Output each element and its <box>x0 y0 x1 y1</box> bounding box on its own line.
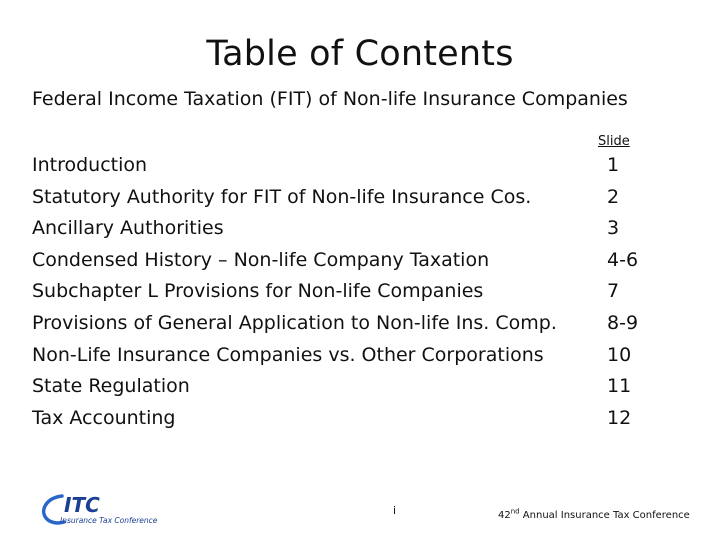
toc-row <box>32 245 672 277</box>
page-title: Table of Contents <box>206 34 514 74</box>
toc-entry-slide: 8-9 <box>607 311 639 334</box>
toc-row <box>32 403 672 435</box>
toc-entry-title: Subchapter L Provisions for Non-life Companies <box>32 280 484 303</box>
toc-entry-title: Ancillary Authorities <box>32 217 224 240</box>
toc-entry-slide: 4-6 <box>607 248 639 271</box>
conference-number: 42 <box>498 510 511 521</box>
toc-row <box>32 213 672 245</box>
slide-column-header: Slide <box>598 134 630 149</box>
toc-entry-slide: 1 <box>607 154 620 176</box>
toc-entry-title: Tax Accounting <box>32 406 176 429</box>
toc-row <box>32 150 672 182</box>
toc-entry-slide: 2 <box>607 185 620 208</box>
toc-entry-title: State Regulation <box>32 375 190 398</box>
toc-entry-title: Introduction <box>32 154 148 176</box>
footer-page-number: i <box>393 504 397 517</box>
toc-row <box>32 276 672 308</box>
toc-entry-slide: 3 <box>607 217 620 240</box>
conference-ordinal: nd <box>510 507 520 516</box>
toc-entry-title: Statutory Authority for FIT of Non-life Insurance Cos. <box>32 185 532 208</box>
toc-row <box>32 340 672 372</box>
toc-entry-slide: 7 <box>607 280 620 303</box>
itc-logo-graphic <box>40 492 170 526</box>
toc-list <box>32 150 672 434</box>
conference-name: Annual Insurance Tax Conference <box>519 510 690 521</box>
toc-entry-slide: 10 <box>607 343 632 366</box>
logo-subtext: Insurance Tax Conference <box>60 516 158 525</box>
toc-entry-slide: 11 <box>607 375 632 398</box>
page-subtitle: Federal Income Taxation (FIT) of Non-life Insurance Companies <box>32 88 628 110</box>
toc-entry-slide: 12 <box>607 406 632 429</box>
toc-row <box>32 182 672 214</box>
toc-entry-title: Condensed History – Non-life Company Taxation <box>32 248 490 271</box>
toc-entry-title: Provisions of General Application to Non-life Ins. Comp. <box>32 311 557 334</box>
logo-wordmark: ITC <box>64 493 100 517</box>
footer-conference <box>498 507 690 521</box>
toc-row <box>32 371 672 403</box>
itc-logo <box>40 492 170 526</box>
toc-entry-title: Non-Life Insurance Companies vs. Other Corporations <box>32 343 544 366</box>
toc-row <box>32 308 672 340</box>
